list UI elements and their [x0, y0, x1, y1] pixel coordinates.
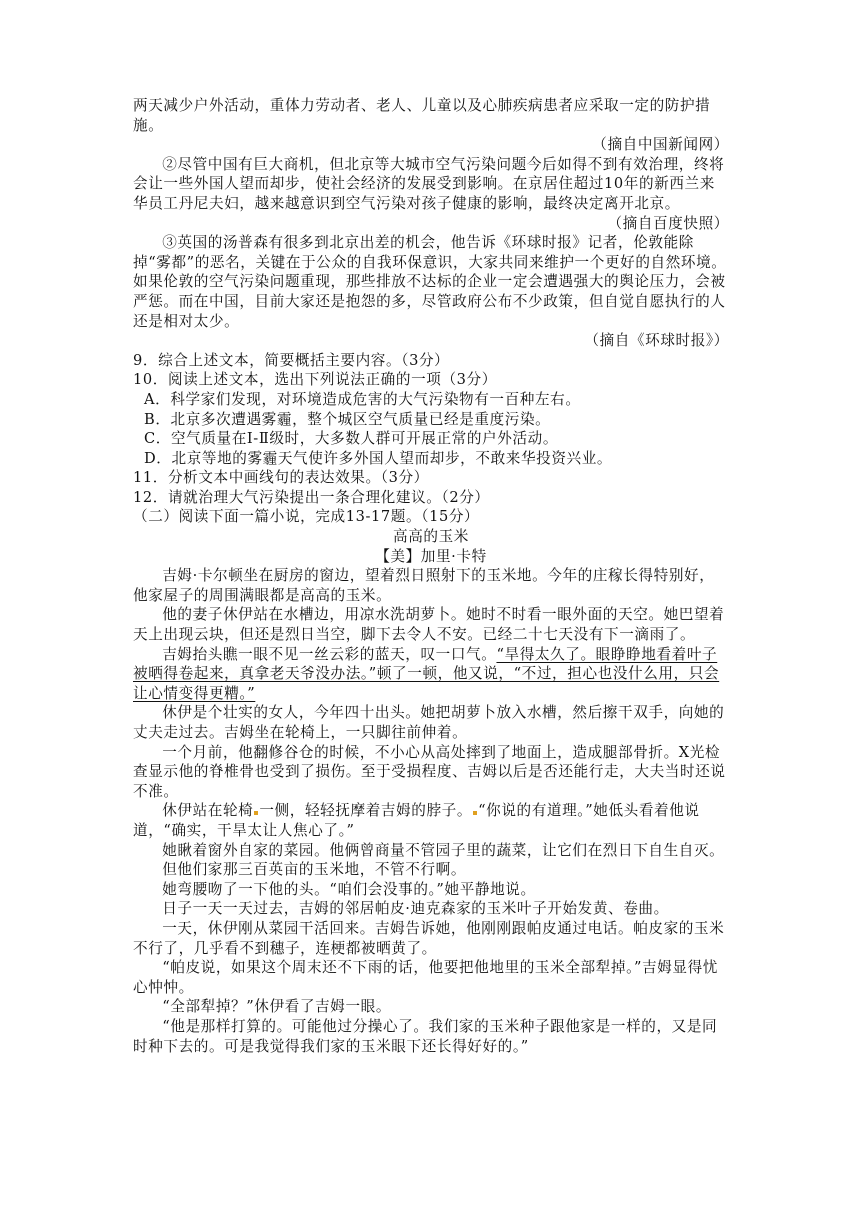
story-paragraph-6-part-a: 休伊站在轮椅	[162, 802, 254, 820]
story-paragraph-6	[133, 801, 729, 840]
question-10-option-d: D．北京等地的雾霾天气使许多外国人望而却步，不敢来华投资兴业。	[144, 449, 613, 467]
story-title: 高高的玉米	[393, 528, 469, 546]
question-11: 11．分析文本中画线句的表达效果。（3分）	[133, 469, 429, 487]
story-paragraph-1: 吉姆·卡尔顿坐在厨房的窗边，望着烈日照射下的玉米地。今年的庄稼长得特别好，他家屋子的周围满眼都是高高的玉米。	[133, 567, 715, 604]
source-global-times: （摘自《环球时报》）	[584, 332, 729, 350]
underlined-sentence: “旱得太久了。眼睁睁地看着叶子被晒得卷起来，真拿老天爷没办法。”顿了一顿，他又说，“不过，担心也没什么用，只会让心情变得更糟。”	[133, 645, 720, 702]
edit-marker-icon	[254, 811, 258, 815]
document-page	[133, 96, 729, 1056]
paragraph-london-fog: ③英国的汤普森有很多到北京出差的机会，他告诉《环球时报》记者，伦敦能除掉“雾都”的恶名，关键在于公众的自我环保意识，大家共同来维护一个更好的自然环境。如果伦敦的空气污染问题重现，那些排放不达标的企业一定会遭遇强大的舆论压力，会被严惩。而在中国，目前大家还是抱怨的多，尽管政府公布不少政策，但自觉自愿执行的人还是相对太少。	[133, 234, 727, 330]
question-9: 9．综合上述文本，简要概括主要内容。（3分）	[133, 351, 450, 369]
story-paragraph-6-part-b: 一侧，轻轻抚摩着吉姆的脖子。	[259, 802, 473, 820]
story-author: 【美】加里·卡特	[375, 547, 487, 565]
edit-marker-icon	[473, 811, 477, 815]
question-10-option-c: C．空气质量在Ⅰ-Ⅱ级时，大多数人群可开展正常的户外活动。	[144, 430, 559, 448]
story-paragraph-14: “他是那样打算的。可能他过分操心了。我们家的玉米种子跟他家是一样的，又是同时种下去的。可是我觉得我们家的玉米眼下还长得好好的。”	[133, 1017, 718, 1055]
story-paragraph-10: 日子一天一天过去，吉姆的邻居帕皮·迪克森家的玉米叶子开始发黄、卷曲。	[162, 900, 669, 918]
story-paragraph-2: 他的妻子休伊站在水槽边，用凉水洗胡萝卜。她时不时看一眼外面的天空。她巴望着天上出现云块，但还是烈日当空，脚下去令人不安。已经二十七天没有下一滴雨了。	[133, 606, 725, 644]
question-10-option-b: B．北京多次遭遇雾霾，整个城区空气质量已经是重度污染。	[144, 410, 551, 428]
paragraph-foreigners-leave: ②尽管中国有巨大商机，但北京等大城市空气污染问题今后如得不到有效治理，终将会让一些外国人望而却步，使社会经济的发展受到影响。在京居住超过10年的新西兰来华员工丹尼夫妇，越来越意识到空气污染对孩子健康的影响，最终决定离开北京。	[133, 155, 725, 212]
story-paragraph-8: 但他们家那三百英亩的玉米地，不管不行啊。	[162, 861, 467, 879]
story-paragraph-12: “帕皮说，如果这个周末还不下雨的话，他要把他地里的玉米全部犁掉。”吉姆显得忧心忡忡。	[133, 959, 718, 996]
story-paragraph-6-part-c: “你说的有道理。”她低头看着他说道，“确实，干旱太让人焦心了。”	[133, 802, 700, 839]
question-10-option-a: A．科学家们发现，对环境造成危害的大气污染物有一百种左右。	[144, 390, 581, 408]
story-paragraph-3	[133, 645, 729, 704]
story-paragraph-13: “全部犁掉？”休伊看了吉姆一眼。	[162, 998, 392, 1016]
section-2-heading: （二）阅读下面一篇小说，完成13-17题。（15分）	[133, 508, 480, 526]
paragraph-air-warning: 两天减少户外活动，重体力劳动者、老人、儿童以及心肺疾病患者应采取一定的防护措施。	[133, 97, 711, 134]
story-paragraph-7: 她瞅着窗外自家的菜园。他俩曾商量不管园子里的蔬菜，让它们在烈日下自生自灭。	[162, 841, 725, 859]
question-10: 10．阅读上述文本，选出下列说法正确的一项（3分）	[133, 371, 497, 389]
question-12: 12．请就治理大气污染提出一条合理化建议。（2分）	[133, 488, 490, 506]
source-chinanews: （摘自中国新闻网）	[592, 136, 729, 154]
story-paragraph-11: 一天，休伊刚从菜园干活回来。吉姆告诉她，他刚刚跟帕皮通过电话。帕皮家的玉米不行了，几乎看不到穗子，连梗都被晒黄了。	[133, 919, 725, 957]
story-paragraph-5: 一个月前，他翻修谷仓的时候，不小心从高处摔到了地面上，造成腿部骨折。X光检查显示他的脊椎骨也受到了损伤。至于受损程度、吉姆以后是否还能行走，大夫当时还说不准。	[133, 743, 726, 800]
story-paragraph-9: 她弯腰吻了一下他的头。“咱们会没事的。”她平静地说。	[162, 880, 536, 898]
source-baidu: （摘自百度快照）	[607, 214, 729, 232]
story-paragraph-3-text: 吉姆抬头瞧一眼不见一丝云彩的蓝天，叹一口气。	[162, 645, 497, 663]
story-paragraph-4: 休伊是个壮实的女人，今年四十出头。她把胡萝卜放入水槽，然后擦干双手，向她的丈夫走过去。吉姆坐在轮椅上，一只脚往前伸着。	[133, 704, 725, 741]
